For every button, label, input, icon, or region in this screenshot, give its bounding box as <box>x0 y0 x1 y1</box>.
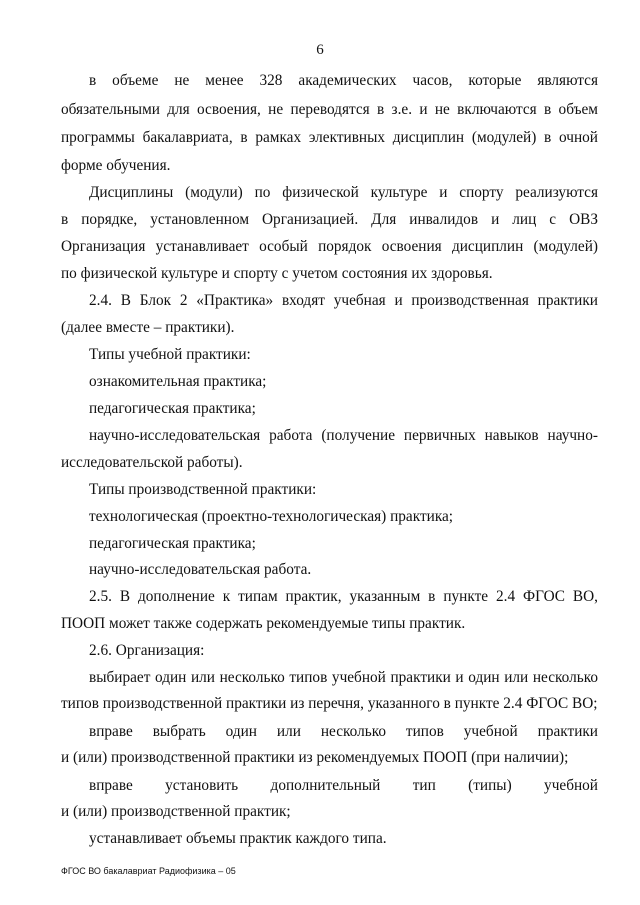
text-line: и (или) производственной практик; <box>61 803 291 820</box>
text-line: Организация устанавливает особый порядок освоения дисциплин (модулей) <box>61 238 598 255</box>
text-line: Типы учебной практики: <box>89 346 251 363</box>
text-line: выбирает один или несколько типов учебной практики и один или несколько <box>89 669 598 686</box>
text-line: научно-исследовательская работа (получение первичных навыков научно- <box>89 427 598 444</box>
text-line: ознакомительная практика; <box>89 373 267 390</box>
footer-text: ФГОС ВО бакалавриат Радиофизика – 05 <box>61 866 236 876</box>
text-line: технологическая (проектно-технологическая) практика; <box>89 508 454 525</box>
text-line: педагогическая практика; <box>89 400 256 417</box>
text-line: научно-исследовательская работа. <box>89 561 312 578</box>
text-line: Типы производственной практики: <box>89 481 317 498</box>
text-line: типов производственной практики из перечня, указанного в пункте 2.4 ФГОС ВО; <box>61 695 598 712</box>
text-line: обязательными для освоения, не переводятся в з.е. и не включаются в объем <box>61 101 598 118</box>
text-line: Дисциплины (модули) по физической культуре и спорту реализуются <box>89 184 598 201</box>
text-line: вправе выбрать один или несколько типов учебной практики <box>89 723 598 740</box>
text-line: в объеме не менее 328 академических часов, которые являются <box>89 72 598 89</box>
text-line: педагогическая практика; <box>89 535 256 552</box>
page-number: 6 <box>316 42 324 58</box>
text-line: вправе установить дополнительный тип (типы) учебной <box>89 777 598 794</box>
text-line: 2.4. В Блок 2 «Практика» входят учебная и производственная практики <box>89 292 598 309</box>
text-line: в порядке, установленном Организацией. Для инвалидов и лиц с ОВЗ <box>61 211 598 228</box>
text-line: и (или) производственной практики из рекомендуемых ПООП (при наличии); <box>61 749 569 766</box>
text-line: (далее вместе – практики). <box>61 319 235 336</box>
text-line: 2.5. В дополнение к типам практик, указанным в пункте 2.4 ФГОС ВО, <box>89 588 598 605</box>
text-line: ПООП может также содержать рекомендуемые типы практик. <box>61 615 466 632</box>
text-line: программы бакалавриата, в рамках элективных дисциплин (модулей) в очной <box>61 129 598 146</box>
text-line: форме обучения. <box>61 157 171 174</box>
text-line: исследовательской работы). <box>61 454 243 471</box>
text-line: по физической культуре и спорту с учетом состояния их здоровья. <box>61 265 493 282</box>
text-line: устанавливает объемы практик каждого типа. <box>89 830 387 847</box>
text-line: 2.6. Организация: <box>89 642 205 659</box>
